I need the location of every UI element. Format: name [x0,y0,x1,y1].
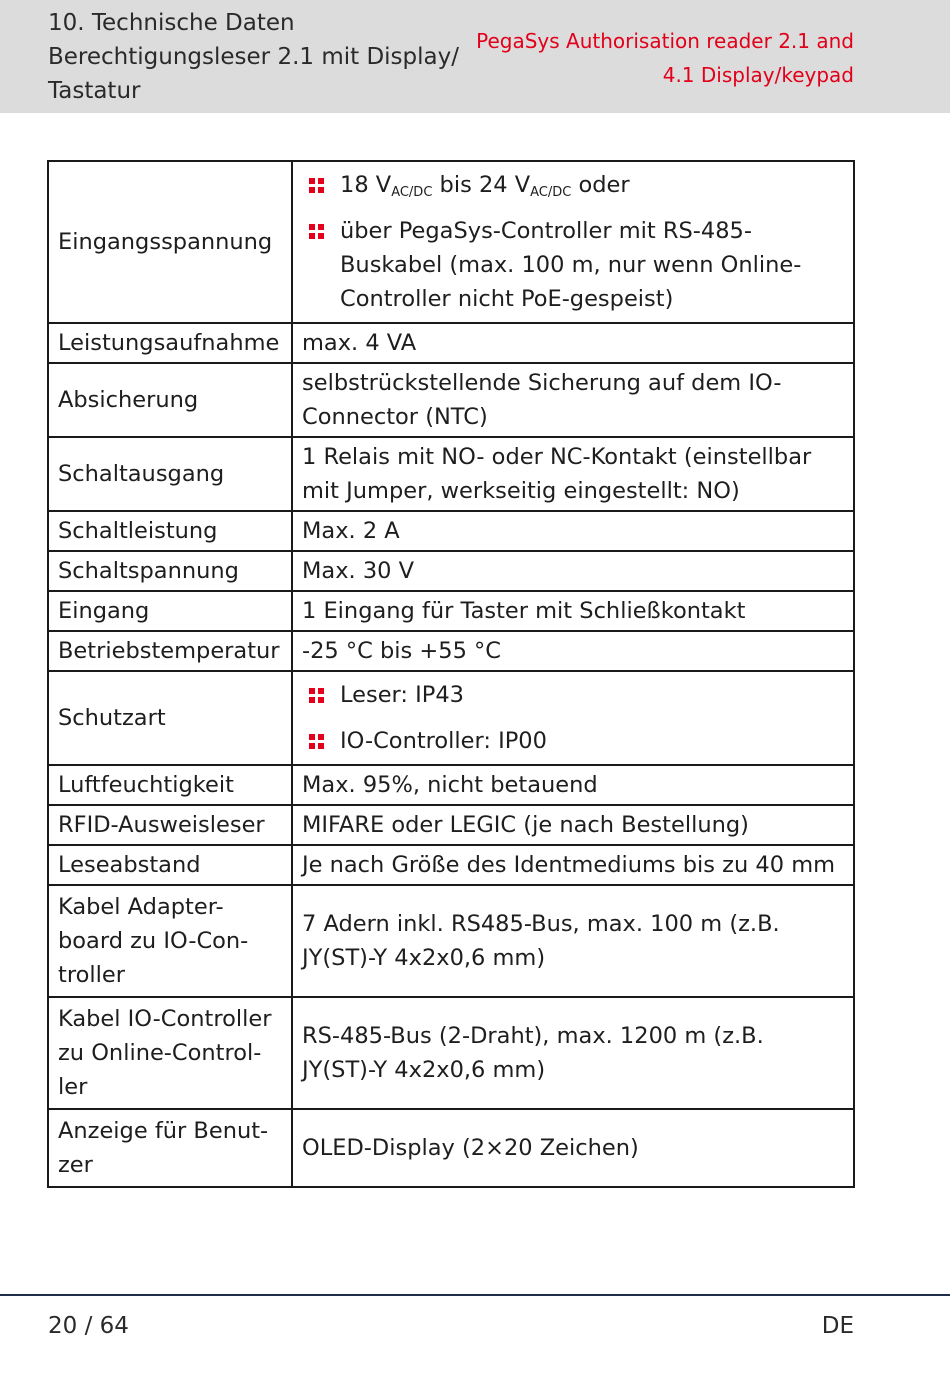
row-label: Kabel IO-Controller zu Online-Control-ler [48,997,292,1109]
row-value: Je nach Größe des Identmediums bis zu 40 mm [292,845,854,885]
row-value: OLED-Display (2×20 Zeichen) [292,1109,854,1187]
table-row [48,437,854,511]
table-row [48,997,854,1109]
voltage-conjunction: oder [571,172,630,198]
row-label: Absicherung [48,363,292,437]
row-label: Schutzart [48,671,292,765]
voltage-subscript: AC/DC [530,185,572,200]
voltage-min: 18 V [340,172,392,198]
row-label: RFID-Ausweisleser [48,805,292,845]
row-value: max. 4 VA [292,323,854,363]
row-label: Leseabstand [48,845,292,885]
row-value: 1 Eingang für Taster mit Schließkontakt [292,591,854,631]
list-item [302,678,844,712]
row-value [292,161,854,323]
row-value: 7 Adern inkl. RS485-Bus, max. 100 m (z.B. JY(ST)-Y 4x2x0,6 mm) [292,885,854,997]
table-row [48,551,854,591]
row-value: selbstrückstellende Sicherung auf dem IO-Connector (NTC) [292,363,854,437]
language-code: DE [821,1313,854,1339]
list-item [302,214,844,316]
row-value: MIFARE oder LEGIC (je nach Bestellung) [292,805,854,845]
tech-data-table [47,160,855,1188]
table-row [48,885,854,997]
section-title [48,6,468,108]
row-label: Eingangsspannung [48,161,292,323]
product-title-line: PegaSys Authorisation reader 2.1 and [476,29,854,53]
row-value: 1 Relais mit NO- oder NC-Kontakt (einstellbar mit Jumper, werkseitig eingestellt: NO) [292,437,854,511]
row-value [292,671,854,765]
bullet-list [302,678,844,758]
red-square-bullet-icon [309,178,324,193]
red-square-bullet-icon [309,224,324,239]
row-label: Luftfeuchtigkeit [48,765,292,805]
red-square-bullet-icon [309,688,324,703]
footer-divider [0,1294,950,1296]
voltage-subscript: AC/DC [391,185,433,200]
row-label: Schaltleistung [48,511,292,551]
table-row [48,323,854,363]
product-title-line: 4.1 Display/keypad [662,63,854,87]
table-row [48,591,854,631]
section-title-line: 10. Technische Daten [48,10,295,36]
row-value: RS-485-Bus (2-Draht), max. 1200 m (z.B. JY(ST)-Y 4x2x0,6 mm) [292,997,854,1109]
table-row [48,671,854,765]
section-title-line: Tastatur [48,78,141,104]
table-row [48,631,854,671]
list-item [302,724,844,758]
table-row [48,161,854,323]
table-row [48,805,854,845]
row-label: Leistungsaufnahme [48,323,292,363]
table-row [48,363,854,437]
table-row [48,845,854,885]
row-label: Kabel Adapter-board zu IO-Con-troller [48,885,292,997]
red-square-bullet-icon [309,734,324,749]
list-item [302,168,844,202]
product-title [434,24,854,92]
voltage-max: bis 24 V [432,172,531,198]
row-label: Eingang [48,591,292,631]
list-item-text: über PegaSys-Controller mit RS-485-Buskabel (max. 100 m, nur wenn Online-Controller nicht PoE-gespeist) [340,218,802,312]
list-item-text: Leser: IP43 [340,682,464,708]
row-label: Betriebstemperatur [48,631,292,671]
bullet-list [302,168,844,316]
page-number: 20 / 64 [48,1313,129,1339]
row-label: Schaltausgang [48,437,292,511]
page-header [0,0,950,113]
section-title-line: Berechtigungsleser 2.1 mit Display/ [48,44,459,70]
row-value: Max. 95%, nicht betauend [292,765,854,805]
row-value: Max. 2 A [292,511,854,551]
table-row [48,765,854,805]
table-row [48,511,854,551]
row-value: Max. 30 V [292,551,854,591]
row-value: -25 °C bis +55 °C [292,631,854,671]
list-item-text: IO-Controller: IP00 [340,728,547,754]
row-label: Schaltspannung [48,551,292,591]
table-row [48,1109,854,1187]
row-label: Anzeige für Benut-zer [48,1109,292,1187]
